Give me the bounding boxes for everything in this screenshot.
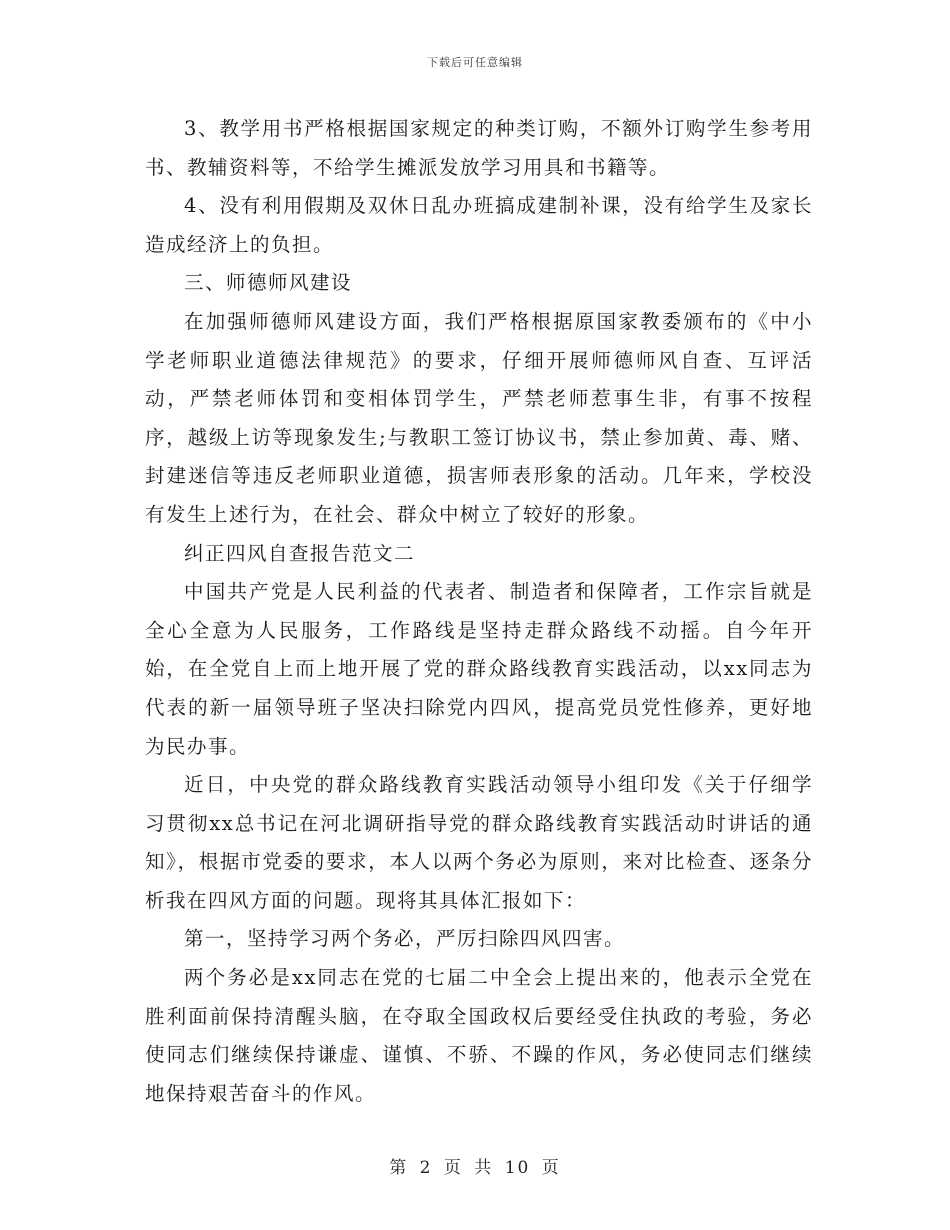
section-heading-teacher-ethics: 三、师德师风建设 <box>184 271 353 295</box>
paragraph-recent-notice: 近日，中央党的群众路线教育实践活动领导小组印发《关于仔细学习贯彻xx总书记在河北调研指导党的群众路线教育实践活动时讲话的通知》，根据市党委的要求，本人以两个务必为原则，来对比检查、逐条分析我在四风方面的问题。现将其具体汇报如下： <box>145 773 813 912</box>
page-header-note: 下载后可任意编辑 <box>427 56 523 69</box>
paragraph-textbook-purchase: 3、教学用书严格根据国家规定的种类订购，不额外订购学生参考用书、教辅资料等，不给学生摊派发放学习用具和书籍等。 <box>145 117 813 179</box>
paragraph-two-musts: 两个务必是xx同志在党的七届二中全会上提出来的，他表示全党在胜利面前保持清醒头脑，在夺取全国政权后要经受住执政的考验，务必使同志们继续保持谦虚、谨慎、不骄、不躁的作风，务必使同志们继续地保持艰苦奋斗的作风。 <box>145 966 813 1105</box>
paragraph-party-intro: 中国共产党是人民利益的代表者、制造者和保障者，工作宗旨就是全心全意为人民服务，工作路线是坚持走群众路线不动摇。自今年开始，在全党自上而上地开展了党的群众路线教育实践活动，以xx同志为代表的新一届领导班子坚决扫除党内四风，提高党员党性修养，更好地为民办事。 <box>145 580 813 758</box>
document-title-sample-two: 纠正四风自查报告范文二 <box>184 541 416 565</box>
paragraph-no-extra-classes: 4、没有利用假期及双休日乱办班搞成建制补课，没有给学生及家长造成经济上的负担。 <box>145 194 813 256</box>
paragraph-teacher-ethics: 在加强师德师风建设方面，我们严格根据原国家教委颁布的《中小学老师职业道德法律规范》的要求，仔细开展师德师风自查、互评活动，严禁老师体罚和变相体罚学生，严禁老师惹事生非，有事不按程序，越级上访等现象发生;与教职工签订协议书，禁止参加黄、毒、赌、封建迷信等违反老师职业道德，损害师表形象的活动。几年来，学校没有发生上述行为，在社会、群众中树立了较好的形象。 <box>145 309 813 526</box>
paragraph-first-point: 第一，坚持学习两个务必，严厉扫除四风四害。 <box>184 927 626 951</box>
document-body <box>145 110 813 1113</box>
page-number: 第 2 页 共 10 页 <box>389 1158 561 1178</box>
